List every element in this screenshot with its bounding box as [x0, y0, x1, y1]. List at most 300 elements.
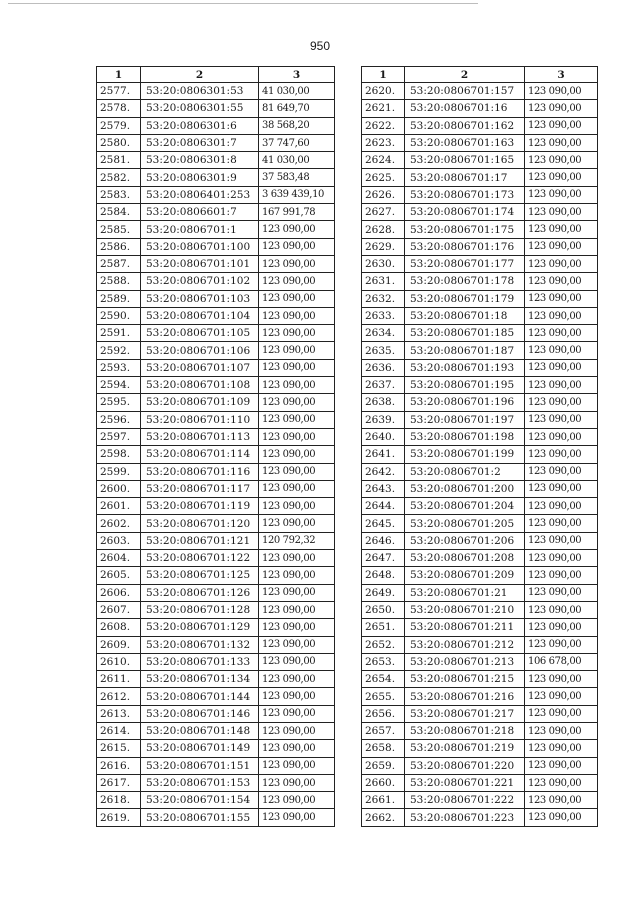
row-number: 2624. — [362, 152, 405, 169]
cadastral-number: 53:20:0806701:119 — [141, 498, 259, 515]
table-row — [362, 809, 598, 826]
cadastral-number: 53:20:0806701:197 — [405, 411, 525, 428]
row-number: 2633. — [362, 307, 405, 324]
row-number: 2588. — [97, 273, 141, 290]
registry-table-left — [96, 66, 335, 827]
row-number: 2596. — [97, 411, 141, 428]
cadastral-number: 53:20:0806701:151 — [141, 757, 259, 774]
cadastral-number: 53:20:0806701:173 — [405, 186, 525, 203]
row-number: 2645. — [362, 515, 405, 532]
row-number: 2614. — [97, 722, 141, 739]
row-number: 2608. — [97, 619, 141, 636]
table-row — [362, 636, 598, 653]
row-number: 2598. — [97, 446, 141, 463]
cadastral-value: 123 090,00 — [259, 446, 335, 463]
table-row — [362, 186, 598, 203]
row-number: 2577. — [97, 83, 141, 100]
cadastral-value: 123 090,00 — [525, 186, 598, 203]
table-row — [97, 100, 335, 117]
cadastral-value: 123 090,00 — [525, 255, 598, 272]
row-number: 2607. — [97, 601, 141, 618]
row-number: 2610. — [97, 653, 141, 670]
table-row — [97, 705, 335, 722]
cadastral-number: 53:20:0806701:132 — [141, 636, 259, 653]
cadastral-value: 37 747,60 — [259, 134, 335, 151]
row-number: 2619. — [97, 809, 141, 826]
cadastral-number: 53:20:0806701:162 — [405, 117, 525, 134]
table-row — [97, 584, 335, 601]
row-number: 2642. — [362, 463, 405, 480]
cadastral-value: 123 090,00 — [525, 792, 598, 809]
row-number: 2660. — [362, 774, 405, 791]
row-number: 2612. — [97, 688, 141, 705]
row-number: 2640. — [362, 428, 405, 445]
cadastral-number: 53:20:0806701:109 — [141, 394, 259, 411]
cadastral-number: 53:20:0806701:218 — [405, 722, 525, 739]
table-row — [97, 394, 335, 411]
cadastral-value: 38 568,20 — [259, 117, 335, 134]
cadastral-number: 53:20:0806701:154 — [141, 792, 259, 809]
row-number: 2585. — [97, 221, 141, 238]
row-number: 2658. — [362, 740, 405, 757]
table-row — [97, 342, 335, 359]
table-row — [97, 273, 335, 290]
cadastral-number: 53:20:0806701:187 — [405, 342, 525, 359]
table-row — [362, 428, 598, 445]
row-number: 2641. — [362, 446, 405, 463]
cadastral-value: 37 583,48 — [259, 169, 335, 186]
row-number: 2632. — [362, 290, 405, 307]
row-number: 2617. — [97, 774, 141, 791]
row-number: 2592. — [97, 342, 141, 359]
cadastral-value: 123 090,00 — [525, 359, 598, 376]
row-number: 2631. — [362, 273, 405, 290]
row-number: 2634. — [362, 325, 405, 342]
cadastral-value: 123 090,00 — [259, 377, 335, 394]
row-number: 2644. — [362, 498, 405, 515]
table-row — [97, 550, 335, 567]
cadastral-number: 53:20:0806701:120 — [141, 515, 259, 532]
cadastral-number: 53:20:0806701:208 — [405, 550, 525, 567]
row-number: 2594. — [97, 377, 141, 394]
cadastral-number: 53:20:0806701:204 — [405, 498, 525, 515]
row-number: 2611. — [97, 671, 141, 688]
cadastral-number: 53:20:0806701:206 — [405, 532, 525, 549]
cadastral-number: 53:20:0806701:223 — [405, 809, 525, 826]
cadastral-number: 53:20:0806701:165 — [405, 152, 525, 169]
table-row — [97, 809, 335, 826]
cadastral-value: 123 090,00 — [259, 688, 335, 705]
cadastral-value: 123 090,00 — [525, 705, 598, 722]
table-row — [97, 359, 335, 376]
cadastral-number: 53:20:0806601:7 — [141, 204, 259, 221]
table-row — [362, 359, 598, 376]
row-number: 2655. — [362, 688, 405, 705]
row-number: 2589. — [97, 290, 141, 307]
table-row — [97, 377, 335, 394]
cadastral-value: 123 090,00 — [525, 307, 598, 324]
table-row — [97, 411, 335, 428]
row-number: 2646. — [362, 532, 405, 549]
column-header-cadastral: 2 — [141, 67, 259, 83]
cadastral-number: 53:20:0806701:205 — [405, 515, 525, 532]
cadastral-number: 53:20:0806301:55 — [141, 100, 259, 117]
column-header-value: 3 — [525, 67, 598, 83]
table-row — [97, 722, 335, 739]
cadastral-number: 53:20:0806701:178 — [405, 273, 525, 290]
table-row — [97, 463, 335, 480]
cadastral-number: 53:20:0806701:212 — [405, 636, 525, 653]
table-row — [362, 446, 598, 463]
row-number: 2637. — [362, 377, 405, 394]
table-row — [97, 152, 335, 169]
table-row — [97, 221, 335, 238]
cadastral-number: 53:20:0806701:222 — [405, 792, 525, 809]
cadastral-number: 53:20:0806701:133 — [141, 653, 259, 670]
cadastral-number: 53:20:0806301:8 — [141, 152, 259, 169]
cadastral-number: 53:20:0806701:146 — [141, 705, 259, 722]
row-number: 2609. — [97, 636, 141, 653]
cadastral-value: 123 090,00 — [525, 619, 598, 636]
cadastral-value: 123 090,00 — [259, 671, 335, 688]
cadastral-value: 123 090,00 — [259, 359, 335, 376]
cadastral-value: 123 090,00 — [525, 117, 598, 134]
row-number: 2600. — [97, 480, 141, 497]
cadastral-value: 123 090,00 — [525, 100, 598, 117]
cadastral-number: 53:20:0806701:149 — [141, 740, 259, 757]
cadastral-number: 53:20:0806701:200 — [405, 480, 525, 497]
cadastral-value: 123 090,00 — [259, 221, 335, 238]
cadastral-number: 53:20:0806701:104 — [141, 307, 259, 324]
cadastral-number: 53:20:0806701:177 — [405, 255, 525, 272]
table-row — [97, 515, 335, 532]
cadastral-value: 123 090,00 — [259, 480, 335, 497]
table-row — [97, 774, 335, 791]
row-number: 2651. — [362, 619, 405, 636]
cadastral-number: 53:20:0806701:128 — [141, 601, 259, 618]
cadastral-number: 53:20:0806701:176 — [405, 238, 525, 255]
registry-table-right — [361, 66, 598, 827]
cadastral-value: 123 090,00 — [525, 550, 598, 567]
cadastral-number: 53:20:0806701:122 — [141, 550, 259, 567]
cadastral-number: 53:20:0806701:215 — [405, 671, 525, 688]
cadastral-value: 123 090,00 — [525, 584, 598, 601]
cadastral-value: 123 090,00 — [259, 619, 335, 636]
table-row — [97, 567, 335, 584]
row-number: 2603. — [97, 532, 141, 549]
row-number: 2622. — [362, 117, 405, 134]
cadastral-value: 123 090,00 — [525, 134, 598, 151]
table-row — [362, 134, 598, 151]
cadastral-number: 53:20:0806301:7 — [141, 134, 259, 151]
row-number: 2647. — [362, 550, 405, 567]
cadastral-value: 123 090,00 — [525, 601, 598, 618]
cadastral-value: 123 090,00 — [525, 774, 598, 791]
row-number: 2643. — [362, 480, 405, 497]
row-number: 2657. — [362, 722, 405, 739]
cadastral-number: 53:20:0806701:220 — [405, 757, 525, 774]
table-row — [362, 688, 598, 705]
table-row — [97, 255, 335, 272]
row-number: 2635. — [362, 342, 405, 359]
row-number: 2579. — [97, 117, 141, 134]
table-row — [97, 688, 335, 705]
table-row — [362, 705, 598, 722]
cadastral-number: 53:20:0806701:153 — [141, 774, 259, 791]
cadastral-value: 123 090,00 — [525, 169, 598, 186]
table-row — [362, 792, 598, 809]
cadastral-number: 53:20:0806701:1 — [141, 221, 259, 238]
row-number: 2605. — [97, 567, 141, 584]
cadastral-value: 123 090,00 — [525, 567, 598, 584]
cadastral-value: 123 090,00 — [525, 83, 598, 100]
column-header-number: 1 — [97, 67, 141, 83]
table-row — [362, 567, 598, 584]
cadastral-value: 123 090,00 — [259, 342, 335, 359]
row-number: 2636. — [362, 359, 405, 376]
cadastral-value: 120 792,32 — [259, 532, 335, 549]
cadastral-number: 53:20:0806701:102 — [141, 273, 259, 290]
row-number: 2584. — [97, 204, 141, 221]
table-row — [362, 100, 598, 117]
cadastral-value: 123 090,00 — [525, 532, 598, 549]
row-number: 2623. — [362, 134, 405, 151]
table-row — [362, 325, 598, 342]
cadastral-value: 123 090,00 — [259, 757, 335, 774]
column-header-cadastral: 2 — [405, 67, 525, 83]
table-row — [97, 117, 335, 134]
table-row — [97, 83, 335, 100]
table-row — [362, 204, 598, 221]
cadastral-number: 53:20:0806701:221 — [405, 774, 525, 791]
table-row — [97, 601, 335, 618]
table-row — [362, 463, 598, 480]
cadastral-value: 123 090,00 — [259, 463, 335, 480]
cadastral-value: 123 090,00 — [259, 428, 335, 445]
table-row — [97, 307, 335, 324]
cadastral-number: 53:20:0806701:155 — [141, 809, 259, 826]
table-row — [97, 186, 335, 203]
cadastral-number: 53:20:0806301:53 — [141, 83, 259, 100]
table-row — [362, 117, 598, 134]
table-row — [362, 255, 598, 272]
table-row — [362, 619, 598, 636]
cadastral-value: 123 090,00 — [525, 290, 598, 307]
table-row — [362, 653, 598, 670]
row-number: 2615. — [97, 740, 141, 757]
table-row — [362, 757, 598, 774]
table-row — [362, 394, 598, 411]
cadastral-value: 123 090,00 — [525, 446, 598, 463]
cadastral-number: 53:20:0806701:110 — [141, 411, 259, 428]
cadastral-value: 123 090,00 — [525, 204, 598, 221]
cadastral-number: 53:20:0806401:253 — [141, 186, 259, 203]
table-row — [362, 377, 598, 394]
row-number: 2599. — [97, 463, 141, 480]
row-number: 2591. — [97, 325, 141, 342]
table-row — [97, 619, 335, 636]
cadastral-number: 53:20:0806701:106 — [141, 342, 259, 359]
row-number: 2639. — [362, 411, 405, 428]
cadastral-value: 123 090,00 — [525, 498, 598, 515]
cadastral-number: 53:20:0806301:6 — [141, 117, 259, 134]
table-row — [362, 273, 598, 290]
cadastral-number: 53:20:0806701:107 — [141, 359, 259, 376]
cadastral-number: 53:20:0806701:125 — [141, 567, 259, 584]
cadastral-number: 53:20:0806701:21 — [405, 584, 525, 601]
table-row — [97, 290, 335, 307]
cadastral-value: 123 090,00 — [259, 774, 335, 791]
cadastral-value: 41 030,00 — [259, 83, 335, 100]
table-row — [97, 480, 335, 497]
row-number: 2625. — [362, 169, 405, 186]
cadastral-number: 53:20:0806701:126 — [141, 584, 259, 601]
cadastral-value: 123 090,00 — [259, 255, 335, 272]
cadastral-value: 123 090,00 — [259, 238, 335, 255]
cadastral-value: 106 678,00 — [525, 653, 598, 670]
row-number: 2627. — [362, 204, 405, 221]
table-row — [97, 653, 335, 670]
table-row — [362, 550, 598, 567]
cadastral-value: 3 639 439,10 — [259, 186, 335, 203]
row-number: 2604. — [97, 550, 141, 567]
cadastral-number: 53:20:0806701:216 — [405, 688, 525, 705]
table-row — [362, 411, 598, 428]
table-header-row — [97, 67, 335, 83]
cadastral-number: 53:20:0806301:9 — [141, 169, 259, 186]
table-row — [362, 601, 598, 618]
row-number: 2586. — [97, 238, 141, 255]
row-number: 2601. — [97, 498, 141, 515]
cadastral-number: 53:20:0806701:114 — [141, 446, 259, 463]
row-number: 2580. — [97, 134, 141, 151]
cadastral-number: 53:20:0806701:157 — [405, 83, 525, 100]
row-number: 2597. — [97, 428, 141, 445]
table-row — [362, 671, 598, 688]
cadastral-number: 53:20:0806701:108 — [141, 377, 259, 394]
table-row — [362, 342, 598, 359]
cadastral-number: 53:20:0806701:134 — [141, 671, 259, 688]
cadastral-value: 123 090,00 — [259, 567, 335, 584]
table-row — [97, 636, 335, 653]
cadastral-value: 123 090,00 — [259, 273, 335, 290]
cadastral-value: 123 090,00 — [525, 221, 598, 238]
row-number: 2629. — [362, 238, 405, 255]
cadastral-number: 53:20:0806701:199 — [405, 446, 525, 463]
cadastral-number: 53:20:0806701:17 — [405, 169, 525, 186]
cadastral-value: 123 090,00 — [259, 515, 335, 532]
cadastral-value: 123 090,00 — [259, 307, 335, 324]
row-number: 2583. — [97, 186, 141, 203]
cadastral-number: 53:20:0806701:105 — [141, 325, 259, 342]
cadastral-value: 123 090,00 — [525, 411, 598, 428]
cadastral-value: 123 090,00 — [259, 550, 335, 567]
cadastral-value: 123 090,00 — [259, 394, 335, 411]
table-row — [97, 740, 335, 757]
cadastral-value: 123 090,00 — [525, 809, 598, 826]
row-number: 2590. — [97, 307, 141, 324]
cadastral-number: 53:20:0806701:209 — [405, 567, 525, 584]
table-row — [362, 169, 598, 186]
table-row — [362, 307, 598, 324]
scan-top-rule — [8, 3, 478, 4]
cadastral-value: 123 090,00 — [259, 809, 335, 826]
table-row — [362, 480, 598, 497]
table-row — [97, 792, 335, 809]
cadastral-number: 53:20:0806701:129 — [141, 619, 259, 636]
row-number: 2593. — [97, 359, 141, 376]
cadastral-number: 53:20:0806701:217 — [405, 705, 525, 722]
cadastral-number: 53:20:0806701:219 — [405, 740, 525, 757]
cadastral-number: 53:20:0806701:16 — [405, 100, 525, 117]
table-header-row — [362, 67, 598, 83]
row-number: 2606. — [97, 584, 141, 601]
cadastral-value: 41 030,00 — [259, 152, 335, 169]
table-row — [97, 428, 335, 445]
row-number: 2626. — [362, 186, 405, 203]
cadastral-value: 123 090,00 — [525, 480, 598, 497]
row-number: 2620. — [362, 83, 405, 100]
cadastral-value: 123 090,00 — [259, 653, 335, 670]
cadastral-value: 123 090,00 — [259, 290, 335, 307]
row-number: 2649. — [362, 584, 405, 601]
cadastral-number: 53:20:0806701:101 — [141, 255, 259, 272]
table-row — [362, 740, 598, 757]
row-number: 2638. — [362, 394, 405, 411]
cadastral-value: 123 090,00 — [525, 515, 598, 532]
cadastral-value: 123 090,00 — [525, 342, 598, 359]
cadastral-value: 123 090,00 — [259, 636, 335, 653]
table-row — [362, 290, 598, 307]
cadastral-value: 123 090,00 — [525, 152, 598, 169]
row-number: 2630. — [362, 255, 405, 272]
row-number: 2602. — [97, 515, 141, 532]
row-number: 2652. — [362, 636, 405, 653]
cadastral-number: 53:20:0806701:2 — [405, 463, 525, 480]
table-row — [362, 532, 598, 549]
cadastral-value: 123 090,00 — [525, 463, 598, 480]
cadastral-value: 123 090,00 — [259, 601, 335, 618]
table-row — [362, 774, 598, 791]
cadastral-value: 123 090,00 — [259, 792, 335, 809]
cadastral-value: 167 991,78 — [259, 204, 335, 221]
table-row — [97, 532, 335, 549]
cadastral-value: 123 090,00 — [525, 238, 598, 255]
row-number: 2613. — [97, 705, 141, 722]
cadastral-value: 123 090,00 — [259, 705, 335, 722]
row-number: 2662. — [362, 809, 405, 826]
table-row — [97, 134, 335, 151]
cadastral-value: 123 090,00 — [259, 325, 335, 342]
column-header-value: 3 — [259, 67, 335, 83]
table-body-right — [362, 83, 598, 827]
table-row — [362, 152, 598, 169]
cadastral-number: 53:20:0806701:121 — [141, 532, 259, 549]
table-row — [362, 221, 598, 238]
row-number: 2621. — [362, 100, 405, 117]
cadastral-number: 53:20:0806701:174 — [405, 204, 525, 221]
table-row — [362, 238, 598, 255]
table-body-left — [97, 83, 335, 827]
row-number: 2578. — [97, 100, 141, 117]
row-number: 2656. — [362, 705, 405, 722]
row-number: 2628. — [362, 221, 405, 238]
cadastral-value: 81 649,70 — [259, 100, 335, 117]
cadastral-value: 123 090,00 — [525, 394, 598, 411]
row-number: 2654. — [362, 671, 405, 688]
cadastral-number: 53:20:0806701:195 — [405, 377, 525, 394]
table-row — [362, 83, 598, 100]
